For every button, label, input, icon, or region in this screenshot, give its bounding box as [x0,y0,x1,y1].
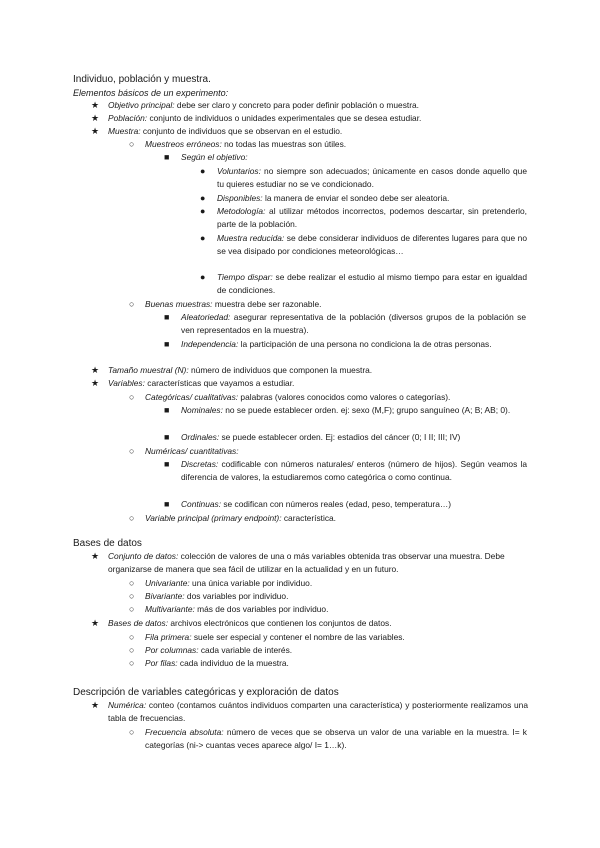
star-bullet-icon: ★ [91,126,100,136]
square-bullet-icon: ■ [164,152,170,162]
list-item-tiempo-dispar: ● Tiempo dispar: se debe realizar el estudio al mismo tiempo para estar en igualdad de condiciones. [200,272,527,295]
star-bullet-icon: ★ [91,113,100,123]
list-item-continuas: ■ Continuas: se codifican con números reales (edad, peso, temperatura…) [164,499,452,509]
list-item-numericas: ○ Numéricas/ cuantitativas: [129,446,239,456]
list-item-independencia: ■ Independencia: la participación de una persona no condiciona la de otras personas. [164,339,492,349]
list-item-disponibles: ● Disponibles: la manera de enviar el sondeo debe ser aleatoria. [200,193,450,203]
star-bullet-icon: ★ [91,378,100,388]
dot-bullet-icon: ● [200,233,206,243]
circle-bullet-icon: ○ [129,645,135,655]
list-item-objetivo: ★ Objetivo principal: debe ser claro y concreto para poder definir población o muestra. [91,100,419,110]
star-bullet-icon: ★ [91,551,100,561]
star-bullet-icon: ★ [91,700,100,710]
list-item-muestra: ★ Muestra: conjunto de individuos que se observan en el estudio. [91,126,343,136]
list-item-muestra-reducida: ● Muestra reducida: se debe considerar individuos de diferentes lugares para que no se vea disipado por condiciones meteorológicas… [200,233,527,256]
circle-bullet-icon: ○ [129,727,135,737]
dot-bullet-icon: ● [200,166,206,176]
section-subtitle-elementos: Elementos básicos de un experimento: [73,88,229,98]
circle-bullet-icon: ○ [129,632,135,642]
square-bullet-icon: ■ [164,459,170,469]
square-bullet-icon: ■ [164,499,170,509]
list-item-buenas-muestras: ○ Buenas muestras: muestra debe ser razonable. [129,299,322,309]
list-item-muestreos-erroneos: ○ Muestreos erróneos: no todas las muestras son útiles. [129,139,347,149]
circle-bullet-icon: ○ [129,139,135,149]
list-item-aleatoriedad: ■ Aleatoriedad: asegurar representativa de la población (diversos grupos de la población se ven representados en la muestra). [164,312,526,335]
list-item-multivariante: ○ Multivariante: más de dos variables por individuo. [129,604,329,614]
star-bullet-icon: ★ [91,618,100,628]
square-bullet-icon: ■ [164,312,170,322]
list-item-voluntarios: ● Voluntarios: no siempre son adecuados; únicamente en casos donde aquello que tu quieres estudiar no se ve condicionado. [200,166,527,189]
square-bullet-icon: ■ [164,405,170,415]
circle-bullet-icon: ○ [129,578,135,588]
list-item-por-filas: ○ Por filas: cada individuo de la muestra. [129,658,289,668]
circle-bullet-icon: ○ [129,392,135,402]
star-bullet-icon: ★ [91,365,100,375]
list-item-nominales: ■ Nominales: no se puede establecer orden. ej: sexo (M,F); grupo sanguíneo (A; B; AB; 0). [164,405,511,415]
circle-bullet-icon: ○ [129,591,135,601]
circle-bullet-icon: ○ [129,604,135,614]
section-title-descripcion: Descripción de variables categóricas y exploración de datos [73,687,339,698]
list-item-bases-de-datos: ★ Bases de datos: archivos electrónicos que contienen los conjuntos de datos. [91,618,392,628]
section-title-bases-de-datos: Bases de datos [73,538,142,549]
list-item-univariante: ○ Univariante: una única variable por individuo. [129,578,313,588]
list-item-bivariante: ○ Bivariante: dos variables por individuo. [129,591,289,601]
square-bullet-icon: ■ [164,432,170,442]
square-bullet-icon: ■ [164,339,170,349]
list-item-numerica: ★ Numérica: conteo (contamos cuántos individuos comparten una característica) y posteriormente realizamos una tabla de frecuencias. [91,700,528,723]
list-item-frecuencia-absoluta: ○ Frecuencia absoluta: número de veces que se observa un valor de una variable en la muestra. I= k categorías (ni-> cuantas veces aparece algo/ I= 1…k). [129,727,527,750]
section-title-individuo: Individuo, población y muestra. [73,74,211,85]
circle-bullet-icon: ○ [129,658,135,668]
circle-bullet-icon: ○ [129,446,135,456]
list-item-categoricas: ○ Categóricas/ cualitativas: palabras (valores conocidos como valores o categorías). [129,392,451,402]
list-item-variables: ★ Variables: características que vayamos a estudiar. [91,378,295,388]
list-item-por-columnas: ○ Por columnas: cada variable de interés. [129,645,293,655]
list-item-discretas: ■ Discretas: codificable con números naturales/ enteros (número de hijos). Según veamos la diferencia de valores, la estudiaremos como categórica o como continua. [164,459,527,482]
circle-bullet-icon: ○ [129,513,135,523]
list-item-conjunto-de-datos: ★ Conjunto de datos: colección de valores de una o más variables obtenida tras observar una muestra. Debe organizarse de manera que sea fácil de utilizar en la actualidad y en un futuro. [91,551,505,574]
dot-bullet-icon: ● [200,193,206,203]
circle-bullet-icon: ○ [129,299,135,309]
list-item-ordinales: ■ Ordinales: se puede establecer orden. Ej: estadios del cáncer (0; I II; III; IV) [164,432,461,442]
dot-bullet-icon: ● [200,272,206,282]
list-item-metodologia: ● Metodología: al utilizar métodos incorrectos, podemos descartar, sin pretenderlo, parte de la población. [200,206,527,229]
dot-bullet-icon: ● [200,206,206,216]
star-bullet-icon: ★ [91,100,100,110]
list-item-fila-primera: ○ Fila primera: suele ser especial y contener el nombre de las variables. [129,632,405,642]
list-item-variable-principal: ○ Variable principal (primary endpoint): característica. [129,513,337,523]
list-item-segun-objetivo: ■ Según el objetivo: [164,152,248,162]
list-item-poblacion: ★ Población: conjunto de individuos o unidades experimentales que se desea estudiar. [91,113,422,123]
list-item-tamano-muestral: ★ Tamaño muestral (N): número de individuos que componen la muestra. [91,365,373,375]
